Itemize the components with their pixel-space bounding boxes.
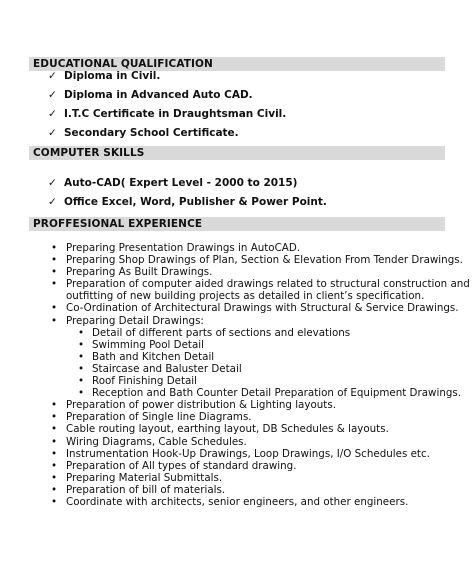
list-item: • Preparation of Single line Diagrams.	[51, 411, 252, 424]
check-icon: ✓	[48, 108, 57, 120]
bullet-icon: •	[51, 423, 58, 436]
computer-skill-item: ✓ Auto-CAD( Expert Level - 2000 to 2015)	[48, 177, 298, 189]
bullet-icon: •	[78, 362, 85, 375]
list-item: • Instrumentation Hook-Up Drawings, Loop Drawings, I/O Schedules etc.	[51, 447, 430, 460]
list-item: • Preparation of computer aided drawings related to structural construction and	[51, 278, 470, 291]
bullet-icon: •	[51, 447, 58, 460]
bullet-icon: •	[51, 302, 58, 315]
list-item: • Preparing Detail Drawings:	[51, 314, 204, 327]
bullet-icon: •	[51, 459, 58, 472]
bullet-icon: •	[51, 399, 58, 412]
bullet-icon: •	[51, 314, 58, 327]
bullet-icon: •	[51, 254, 58, 267]
bullet-icon: •	[51, 242, 58, 254]
bullet-icon: •	[51, 435, 58, 448]
bullet-icon: •	[51, 266, 58, 279]
education-item: ✓ I.T.C Certificate in Draughtsman Civil.	[48, 108, 287, 120]
check-icon: ✓	[48, 89, 57, 101]
check-icon: ✓	[48, 177, 57, 189]
list-item: • Wiring Diagrams, Cable Schedules.	[51, 435, 247, 448]
list-item: • Coordinate with architects, senior engineers, and other engineers.	[51, 495, 409, 508]
bullet-icon: •	[78, 350, 85, 363]
education-item: ✓ Diploma in Civil.	[48, 70, 161, 82]
sub-list-item: • Detail of different parts of sections and elevations	[78, 326, 351, 339]
list-item: • Preparing Presentation Drawings in AutoCAD.	[51, 242, 301, 254]
bullet-icon: •	[78, 326, 85, 339]
list-item: • Co-Ordination of Architectural Drawings with Structural & Service Drawings.	[51, 302, 459, 315]
experience-list	[50, 242, 470, 508]
sub-list-item: • Staircase and Baluster Detail	[78, 362, 242, 375]
bullet-icon: •	[78, 387, 85, 400]
list-item: • Cable routing layout, earthing layout, DB Schedules & layouts.	[51, 423, 389, 436]
bullet-icon: •	[51, 471, 58, 484]
education-section-header: EDUCATIONAL QUALIFICATION	[29, 57, 445, 71]
list-item: • Preparing Shop Drawings of Plan, Section & Elevation From Tender Drawings.	[51, 254, 463, 267]
bullet-icon: •	[51, 411, 58, 424]
bullet-icon: •	[51, 278, 58, 291]
computer-skill-item: ✓ Office Excel, Word, Publisher & Power Point.	[48, 196, 327, 208]
list-item: • Preparing As Built Drawings.	[51, 266, 213, 279]
sub-list-item: • Swimming Pool Detail	[78, 338, 204, 351]
sub-list-item: • Roof Finishing Detail	[78, 375, 198, 388]
education-item: ✓ Diploma in Advanced Auto CAD.	[48, 89, 253, 101]
list-item: • Preparation of power distribution & Lighting layouts.	[51, 399, 336, 412]
check-icon: ✓	[48, 196, 57, 208]
check-icon: ✓	[48, 70, 57, 82]
list-item: • Preparation of bill of materials.	[51, 483, 226, 496]
bullet-icon: •	[51, 483, 58, 496]
bullet-icon: •	[78, 375, 85, 388]
bullet-icon: •	[78, 338, 85, 351]
sub-list-item: • Reception and Bath Counter Detail Preparation of Equipment Drawings.	[78, 387, 462, 400]
sub-list-item: • Bath and Kitchen Detail	[78, 350, 215, 363]
check-icon: ✓	[48, 127, 57, 139]
bullet-icon: •	[51, 495, 58, 508]
education-item: ✓ Secondary School Certificate.	[48, 127, 239, 139]
experience-section-header: PROFFESIONAL EXPERIENCE	[29, 217, 445, 231]
computer-skills-section-header: COMPUTER SKILLS	[29, 146, 445, 160]
list-item: • Preparing Material Submittals.	[51, 471, 223, 484]
list-item-continuation: outfitting of new building projects as detailed in client’s specification.	[66, 290, 425, 303]
list-item: • Preparation of All types of standard drawing.	[51, 459, 297, 472]
